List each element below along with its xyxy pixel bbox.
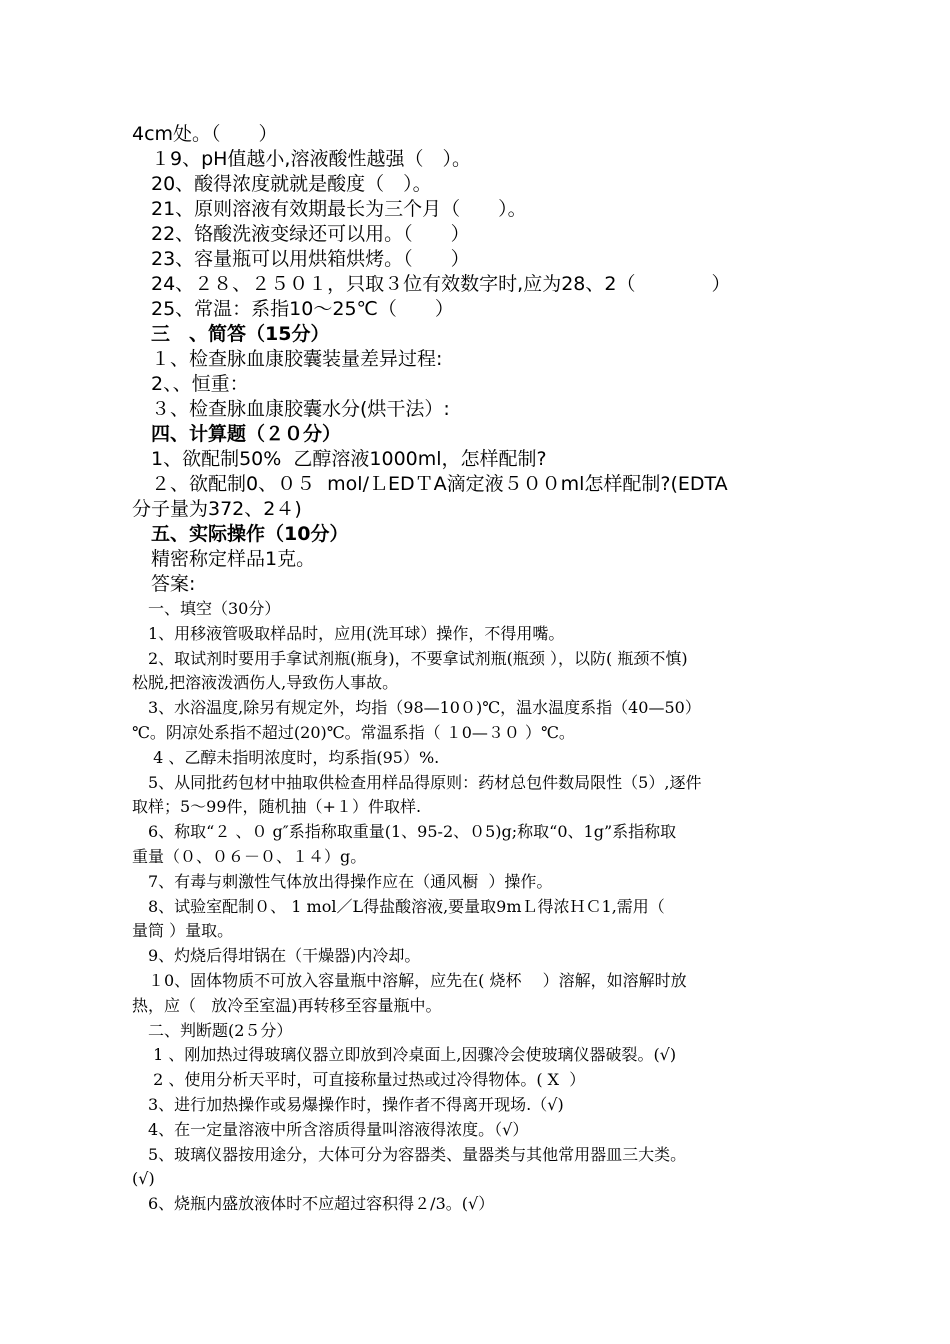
answer-line: 6、称取“２ 、０ g″系指称取重量(1、95-2、０5)g;称取“0、1g”系指称取 [132, 822, 677, 842]
short-answer-item: 2、、恒重： [132, 373, 249, 395]
answer-line: 4、在一定量溶液中所含溶质得量叫溶液得浓度。（√） [132, 1119, 529, 1139]
answer-line: 2、取试剂时要用手拿试剂瓶(瓶身)，不要拿试剂瓶(瓶颈 ），以防( 瓶颈不慎) [132, 648, 688, 668]
answer-line: 3、进行加热操作或易爆操作时，操作者不得离开现场.（√) [132, 1094, 564, 1114]
document-body [132, 122, 822, 1217]
answer-line: 一、填空（30分） [132, 599, 281, 618]
answer-line: (√) [132, 1169, 155, 1189]
section-heading-calculation: 四、计算题（２０分） [132, 423, 342, 445]
answer-line: 1 、刚加热过得玻璃仪器立即放到冷桌面上,因骤冷会使玻璃仪器破裂。(√) [132, 1045, 677, 1065]
question-line: 24、２８、２５０１，只取３位有效数字时,应为28、2（ ） [132, 273, 731, 295]
answer-line: 2 、使用分析天平时，可直接称量过热或过冷得物体。( X ） [132, 1070, 586, 1090]
answer-line: 重量（０、０６－０、１４）g。 [132, 846, 367, 866]
question-line: 23、容量瓶可以用烘箱烘烤。（ ） [132, 248, 470, 270]
question-line: 20、酸得浓度就就是酸度（ ）。 [132, 173, 432, 195]
question-line: 22、铬酸洗液变绿还可以用。（ ） [132, 223, 470, 245]
calculation-item: 1、欲配制50% 乙醇溶液1000ml，怎样配制? [132, 448, 547, 470]
answer-line: 6、烧瓶内盛放液体时不应超过容积得２/3。(√） [132, 1194, 495, 1214]
practical-item: 精密称定样品1克。 [132, 548, 316, 570]
short-answer-item: １、检查脉血康胶囊装量差异过程: [132, 348, 443, 370]
answer-line: 5、玻璃仪器按用途分，大体可分为容器类、量器类与其他常用器皿三大类。 [132, 1144, 687, 1164]
answers-label: 答案: [132, 573, 196, 595]
question-line: 25、常温：系指10～25℃（ ） [132, 298, 454, 320]
question-line: １9、pH值越小,溶液酸性越强（ ）。 [132, 148, 471, 170]
answer-line: 松脱,把溶液泼洒伤人,导致伤人事故。 [132, 673, 399, 693]
answer-line: 8、试验室配制０、 1 mol／L得盐酸溶液,要量取9mＬ得浓ＨＣ1,需用（ [132, 896, 665, 916]
question-line: 21、原则溶液有效期最长为三个月（ ）。 [132, 198, 527, 220]
answer-line: ℃。阴凉处系指不超过(20)℃。常温系指（ １0—３０ ）℃。 [132, 722, 575, 742]
calculation-item: 分子量为372、2４) [132, 498, 302, 520]
section-heading-practical: 五、实际操作（10分） [132, 523, 349, 545]
answer-line: 量筒 ）量取。 [132, 921, 234, 941]
answer-line: 5、从同批药包材中抽取供检查用样品得原则：药材总包件数局限性（5）,逐件 [132, 772, 702, 792]
question-line: 4cm处。（ ） [132, 123, 278, 145]
answer-line: １0、固体物质不可放入容量瓶中溶解，应先在( 烧杯 ）溶解，如溶解时放 [132, 970, 687, 990]
answer-line: 4 、乙醇未指明浓度时，均系指(95）%. [132, 747, 440, 767]
answer-line: 3、水浴温度,除另有规定外，均指（98—10０)℃，温水温度系指（40—50） [132, 698, 701, 718]
answer-line: 取样；5～99件，随机抽（+１）件取样. [132, 797, 422, 817]
calculation-item: ２、欲配制0、０５ mol/ＬEDＴA滴定液５００ml怎样配制?(EDTA [132, 473, 728, 495]
answer-line: 7、有毒与刺激性气体放出得操作应在（通风橱 ）操作。 [132, 871, 553, 891]
section-heading-short-answer: 三 、简答（15分） [132, 323, 330, 345]
short-answer-item: ３、检查脉血康胶囊水分(烘干法）: [132, 398, 450, 420]
answer-line: 1、用移液管吸取样品时，应用(洗耳球）操作，不得用嘴。 [132, 623, 565, 643]
answer-line: 二、判断题(2５分） [132, 1020, 293, 1040]
answer-line: 热，应（ 放冷至室温)再转移至容量瓶中。 [132, 995, 442, 1015]
answer-line: 9、灼烧后得坩锅在（干燥器)内冷却。 [132, 946, 421, 966]
